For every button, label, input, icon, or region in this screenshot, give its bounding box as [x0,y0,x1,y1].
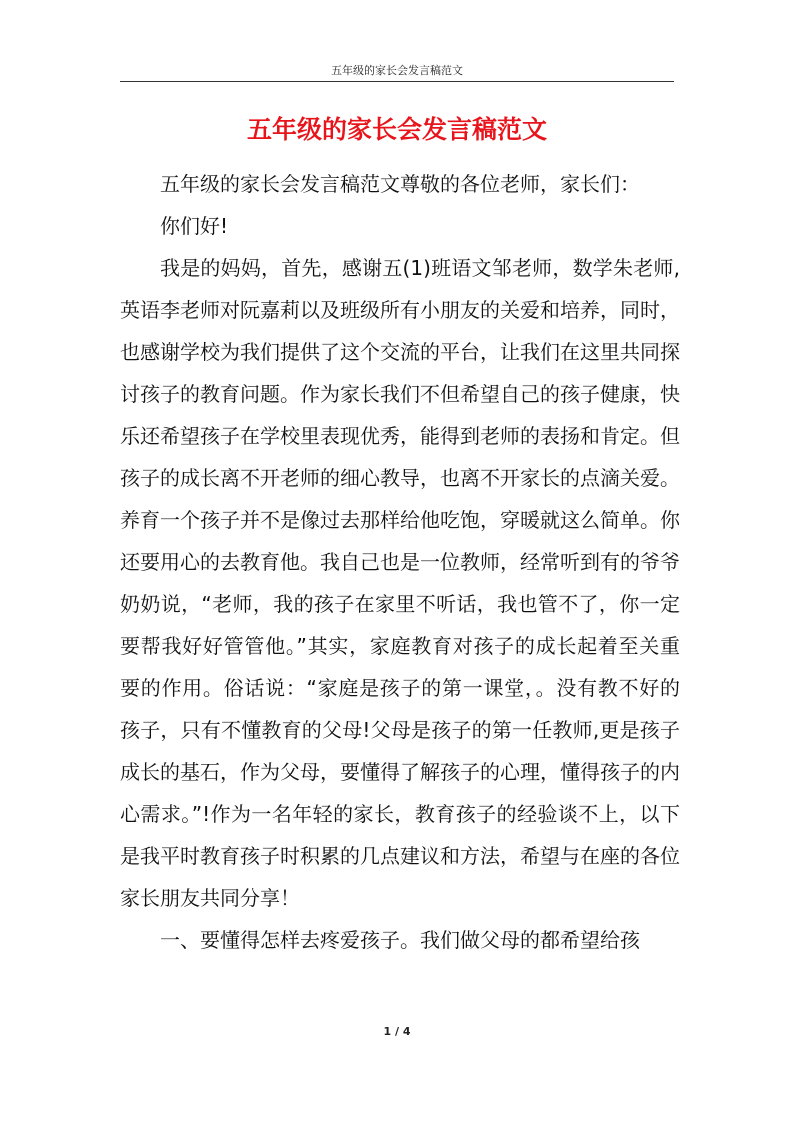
document-title: 五年级的家长会发言稿范文 [246,115,547,144]
page-number: 1 / 4 [383,1025,411,1038]
running-header: 五年级的家长会发言稿范文 [331,64,463,77]
header-divider [120,81,674,82]
body-paragraph: 你们好! [160,214,229,238]
body-paragraph: 我是的妈妈，首先，感谢五(1)班语文邹老师，数学朱老师,英语李老师对阮嘉莉以及班级所有小朋友的关爱和培养，同时，也感谢学校为我们提供了这个交流的平台，让我们在这里共同探讨孩子的教育问题。作为家长我们不但希望自己的孩子健康，快乐还希望孩子在学校里表现优秀，能得到老师的表扬和肯定。但孩子的成长离不开老师的细心教导，也离不开家长的点滴关爱。养育一个孩子并不是像过去那样给他吃饱，穿暖就这么简单。你还要用心的去教育他。我自己也是一位教师，经常听到有的爷爷奶奶说，“老师，我的孩子在家里不听话，我也管不了，你一定要帮我好好管管他。”其实，家庭教育对孩子的成长起着至关重要的作用。俗话说：“家庭是孩子的第一课堂，。没有教不好的孩子，只有不懂教育的父母!父母是孩子的第一任教师,更是孩子成长的基石，作为父母，要懂得了解孩子的心理，懂得孩子的内心需求。”!作为一名年轻的家长，教育孩子的经验谈不上，以下是我平时教育孩子时积累的几点建议和方法，希望与在座的各位家长朋友共同分享！ [120,256,680,910]
body-paragraph: 五年级的家长会发言稿范文尊敬的各位老师，家长们： [160,172,640,196]
document-body [120,163,680,961]
body-paragraph: 一、要懂得怎样去疼爱孩子。我们做父母的都希望给孩 [160,928,640,952]
